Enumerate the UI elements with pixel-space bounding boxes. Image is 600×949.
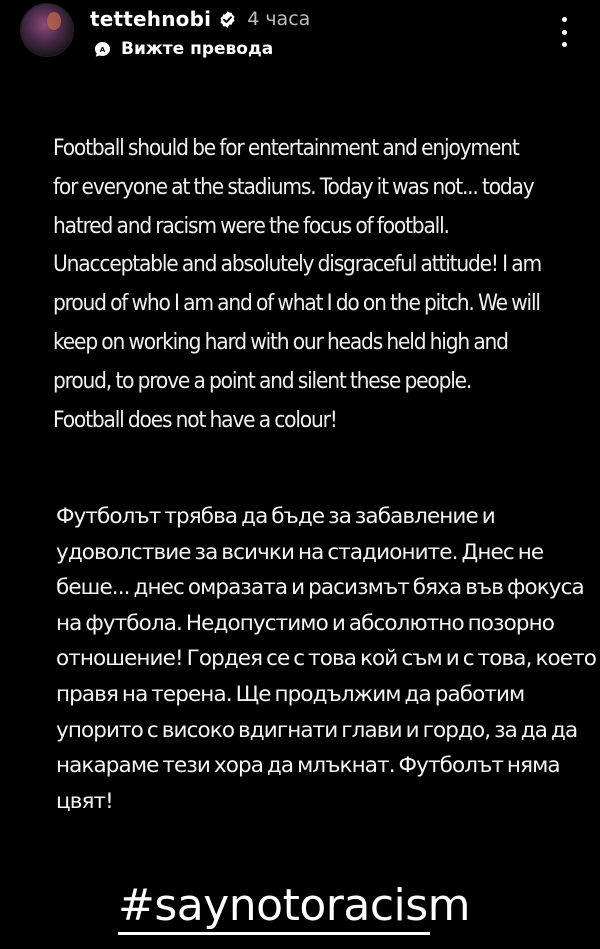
user-line (90, 6, 310, 32)
more-dot (562, 17, 567, 22)
more-dot (562, 30, 567, 35)
story-header (0, 0, 600, 70)
verified-badge-icon (218, 10, 237, 29)
username[interactable]: tettehnobi (90, 7, 212, 31)
translate-bubble-icon (93, 40, 112, 59)
post-time: 4 часа (247, 8, 311, 30)
svg-text:A: A (99, 44, 106, 54)
avatar[interactable] (21, 4, 73, 56)
see-translation-button[interactable] (93, 38, 273, 60)
more-options-icon[interactable] (554, 14, 574, 50)
story-text-english: Football should be for entertainment and enjoyment for everyone at the stadiums. Today it was not... today hatred and racism were the focus of football. Unacceptable and absolutely disgraceful attitude! I am proud of who I am and of what I do on the pitch. We will keep on working hard with our heads held high and proud, to prove a point and silent these people. Football does not have a colour! (53, 136, 541, 433)
see-translation-label: Вижте превода (121, 39, 274, 59)
hashtag-link[interactable]: #saynotoracism (118, 880, 471, 931)
more-dot (562, 42, 567, 47)
hashtag-underline (118, 932, 430, 935)
story-text-bulgarian: Футболът трябва да бъде за забавление и удоволствие за всички на стадионите. Днес не беше... днес омразата и расизмът бяха във фокуса на футбола. Недопустимо и абсолютно позорно отношение! Гордея се с това кой съм и с това, което правя на терена. Ще продължим да работим упорито с високо вдигнати глави и гордо, за да да накараме тези хора да млъкнат. Футболът няма цвят! (56, 504, 596, 814)
avatar-highlight (47, 12, 61, 30)
